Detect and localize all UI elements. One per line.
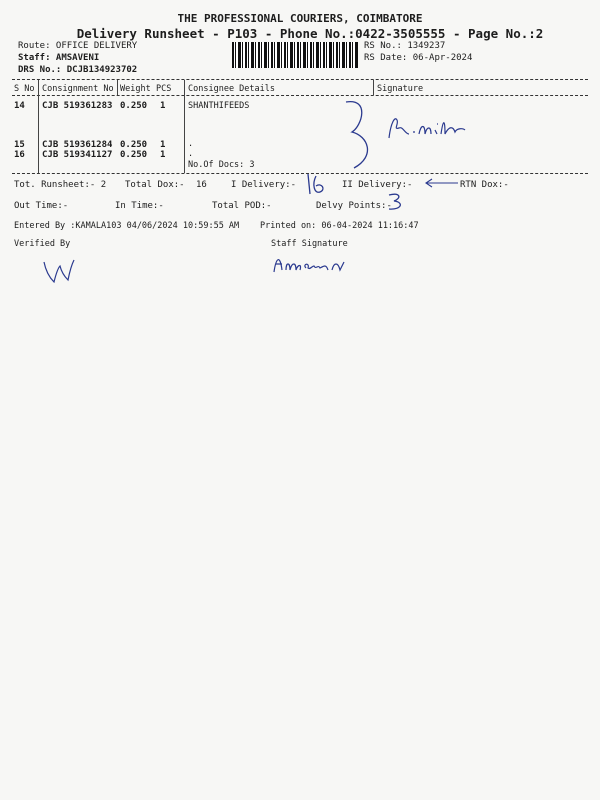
entered-by: Entered By :KAMALA103 04/06/2024 10:59:55 AM [14, 221, 240, 231]
arrow-mark [424, 178, 460, 188]
column-divider [184, 80, 185, 173]
row-sno: 15 [14, 140, 25, 150]
header-consignee: Consignee Details [188, 84, 275, 94]
rtn-dox-label: RTN Dox:- [460, 180, 509, 190]
total-dox-label: Total Dox:- [125, 180, 185, 190]
company-name: THE PROFESSIONAL COURIERS, COIMBATORE [177, 12, 423, 25]
table-bottom-rule [12, 173, 588, 174]
rs-date: RS Date: 06-Apr-2024 [364, 53, 473, 63]
bracket-mark [340, 96, 390, 176]
table-top-rule [12, 79, 588, 80]
staff-label: Staff: AMSAVENI [18, 53, 100, 63]
row-consignment: CJB 519361284 [42, 140, 113, 150]
column-divider [38, 80, 39, 173]
header-pcs: PCS [156, 84, 172, 94]
column-divider [117, 80, 118, 95]
delvy-points-label: Delvy Points:- [316, 201, 392, 211]
no-of-docs: No.Of Docs: 3 [188, 160, 255, 170]
delvy-points-handwritten [386, 192, 406, 212]
printed-on: Printed on: 06-04-2024 11:16:47 [260, 221, 419, 231]
row-pcs: 1 [160, 101, 166, 111]
barcode [232, 42, 358, 68]
in-time-label: In Time:- [115, 201, 164, 211]
total-pod-label: Total POD:- [212, 201, 272, 211]
row-sno: 16 [14, 150, 25, 160]
row-consignee: . [188, 149, 194, 159]
row-sno: 14 [14, 101, 25, 111]
row-weight: 0.250 [120, 150, 148, 160]
row-weight: 0.250 [120, 101, 148, 111]
table-header-rule [12, 95, 588, 96]
total-dox-value: 16 [196, 180, 207, 190]
verified-by-label: Verified By [14, 239, 71, 249]
ii-delivery-label: II Delivery:- [342, 180, 413, 190]
consignee-signature [385, 112, 475, 144]
verified-signature [40, 258, 76, 286]
row-weight: 0.250 [120, 140, 148, 150]
row-consignee: SHANTHIFEEDS [188, 101, 250, 111]
row-pcs: 1 [160, 150, 166, 160]
header-weight: Weight [120, 84, 151, 94]
rs-number: RS No.: 1349237 [364, 41, 446, 51]
drs-number: DRS No.: DCJB134923702 [18, 65, 138, 75]
row-consignment: CJB 519341127 [42, 150, 113, 160]
header-consignment: Consignment No [42, 84, 114, 94]
staff-signature-label: Staff Signature [271, 239, 348, 249]
row-consignment: CJB 519361283 [42, 101, 113, 111]
i-delivery-handwritten [304, 172, 330, 196]
header-signature: Signature [377, 84, 424, 94]
runsheet-title: Delivery Runsheet - P103 - Phone No.:0422-3505555 - Page No.:2 [76, 26, 544, 41]
route-label: Route: OFFICE DELIVERY [18, 41, 138, 51]
tot-runsheet: Tot. Runsheet:- 2 [14, 180, 107, 190]
row-consignee: . [188, 139, 194, 149]
column-divider [373, 80, 374, 95]
staff-signature [272, 252, 352, 276]
header-sno: S No [14, 84, 35, 94]
row-pcs: 1 [160, 140, 166, 150]
out-time-label: Out Time:- [14, 201, 69, 211]
i-delivery-label: I Delivery:- [231, 180, 297, 190]
